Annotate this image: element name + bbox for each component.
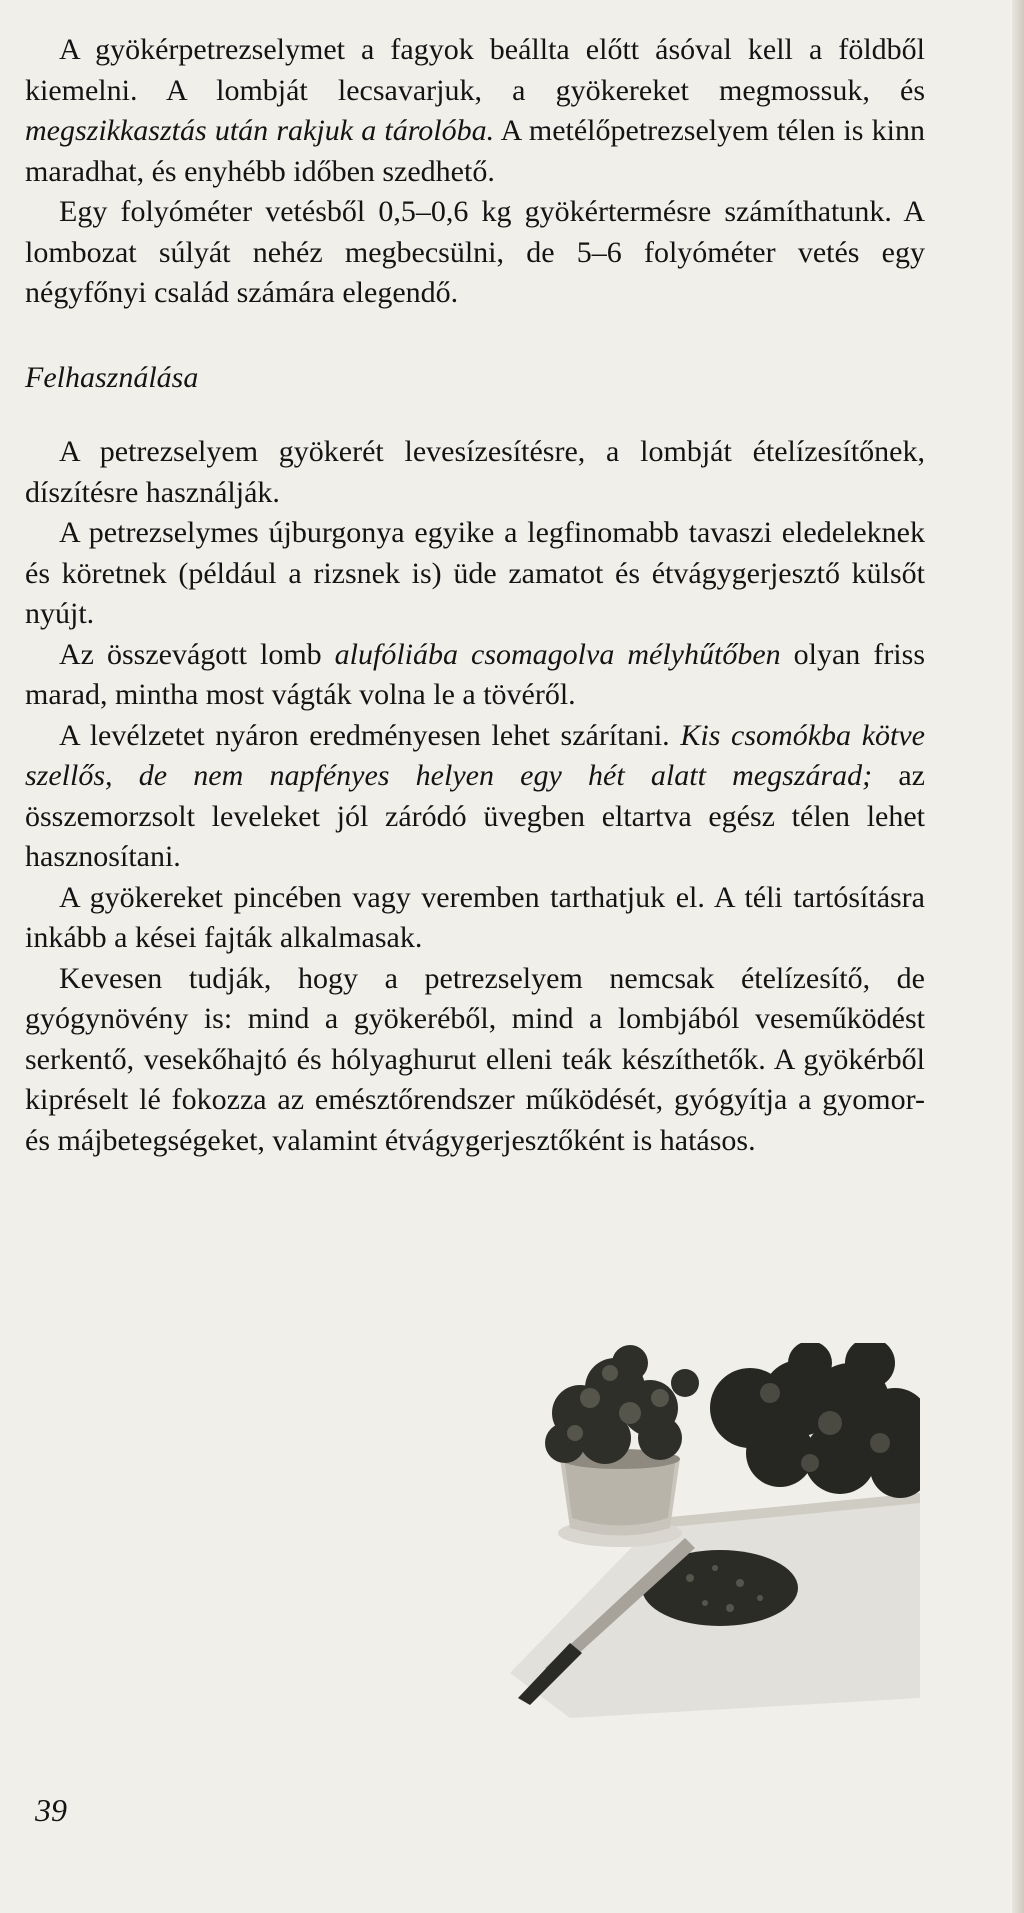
paragraph [25, 513, 925, 635]
paragraph [25, 432, 925, 513]
text-segment: Kevesen tudják, hogy a petrezselyem nemcsak ételízesítő, de gyógynövény is: mind a gyökeréből, mind a lombjából veseműködést serkentő, vesekőhajtó és hólyaghurut elleni teák készíthetők. A gyökérből kipréselt lé fokozza az emésztőrendszer működését, gyógyítja a gyomor- és májbetegségeket, valamint étvágygerjesztőként is hatásos. [25, 961, 925, 1157]
text-segment: az összemorzsolt leveleket jól záródó üvegben eltartva egész télen lehet hasznosítani. [25, 759, 925, 873]
text-segment: Egy folyóméter vetésből 0,5–0,6 kg gyökértermésre számíthatunk. A lombozat súlyát nehéz megbecsülni, de 5–6 folyóméter vetés egy négyfőnyi család számára elegendő. [25, 195, 925, 309]
italic-text: alufóliába csomagolva mélyhűtőben [334, 637, 781, 671]
parsley-photo-icon [510, 1343, 920, 1718]
paragraph [25, 959, 925, 1162]
text-segment: Az összevágott lomb [59, 637, 335, 671]
paragraph [25, 635, 925, 716]
text-segment: olyan friss marad, mintha most vágták volna le a tövéről. [25, 637, 925, 711]
paragraph [25, 878, 925, 959]
text-segment: A petrezselymes újburgonya egyike a legfinomabb tavaszi eledeleknek és köretnek (például a rizsnek is) üde zamatot és étvágygerjesztő külsőt nyújt. [25, 516, 925, 630]
paragraphs-top [25, 30, 925, 314]
paragraphs-bottom [25, 432, 925, 1161]
italic-text: megszikkasztás után rakjuk a tárolóba. [25, 114, 495, 147]
text-segment: A levélzetet nyáron eredményesen lehet szárítani. [59, 718, 681, 752]
page-edge [1012, 0, 1024, 1913]
text-segment: A gyökérpetrezselymet a fagyok beállta előtt ásóval kell a földből kiemelni. A lombját lecsavarjuk, a gyökereket megmossuk, és [25, 33, 925, 107]
italic-text: Kis csomókba kötve szellős, de nem napfényes helyen egy hét alatt megszárad; [25, 718, 925, 792]
text-segment: A gyökereket pincében vagy veremben tarthatjuk el. A téli tartósításra inkább a kései fajták alkalmasak. [25, 880, 925, 954]
text-segment: A petrezselyem gyökerét levesízesítésre, a lombját ételízesítőnek, díszítésre használják. [25, 435, 925, 509]
paragraph [25, 192, 925, 314]
paragraph [25, 30, 925, 192]
text-segment: A metélőpetrezselyem télen is kinn maradhat, és enyhébb időben szedhető. [25, 114, 925, 188]
page-number: 39 [35, 1792, 67, 1828]
paragraph [25, 716, 925, 878]
section-heading: Felhasználása [25, 360, 199, 394]
text-block [25, 30, 925, 1161]
